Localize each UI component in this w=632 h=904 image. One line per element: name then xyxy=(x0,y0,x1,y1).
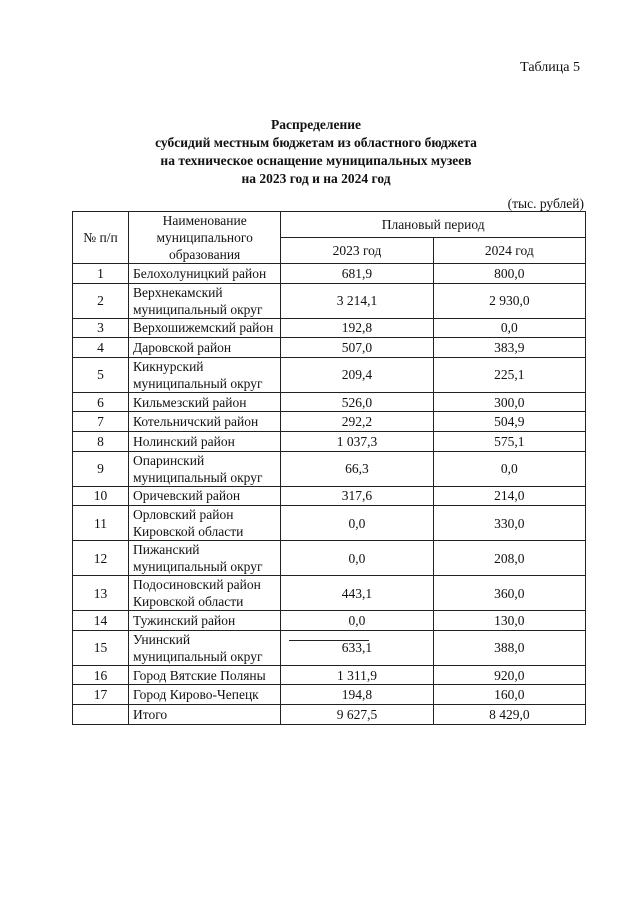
row-num: 7 xyxy=(73,412,129,432)
table-row xyxy=(73,506,586,541)
row-name: Белохолуницкий район xyxy=(129,264,281,284)
table-row xyxy=(73,431,586,451)
units-note: (тыс. рублей) xyxy=(507,196,584,211)
row-name: Подосиновский район Кировской области xyxy=(129,576,281,611)
table-row xyxy=(73,283,586,318)
title-line: на техническое оснащение муниципальных музеев xyxy=(160,153,472,168)
row-value-2023: 292,2 xyxy=(281,412,433,432)
row-value-2023: 192,8 xyxy=(281,318,433,338)
table-row xyxy=(73,630,586,665)
row-name: Опаринский муниципальный округ xyxy=(129,451,281,486)
row-value-2023: 507,0 xyxy=(281,338,433,358)
row-value-2024: 0,0 xyxy=(433,451,585,486)
row-value-2023: 0,0 xyxy=(281,611,433,631)
row-num: 4 xyxy=(73,338,129,358)
row-value-2024: 8 429,0 xyxy=(433,704,585,724)
row-name: Итого xyxy=(129,704,281,724)
row-value-2023: 3 214,1 xyxy=(281,283,433,318)
row-num: 14 xyxy=(73,611,129,631)
header-period: Плановый период xyxy=(281,212,586,238)
total-row xyxy=(73,704,586,724)
row-value-2024: 360,0 xyxy=(433,576,585,611)
row-value-2024: 300,0 xyxy=(433,392,585,412)
header-2024: 2024 год xyxy=(433,238,585,264)
row-num: 16 xyxy=(73,665,129,685)
title-line: субсидий местным бюджетам из областного бюджета xyxy=(155,135,477,150)
row-num: 10 xyxy=(73,486,129,506)
row-num: 15 xyxy=(73,630,129,665)
table-row xyxy=(73,576,586,611)
row-value-2024: 388,0 xyxy=(433,630,585,665)
row-num: 17 xyxy=(73,685,129,705)
row-num: 3 xyxy=(73,318,129,338)
row-value-2024: 330,0 xyxy=(433,506,585,541)
row-num: 6 xyxy=(73,392,129,412)
subsidy-table xyxy=(72,211,586,725)
row-num: 1 xyxy=(73,264,129,284)
row-value-2024: 130,0 xyxy=(433,611,585,631)
title-line: на 2023 год и на 2024 год xyxy=(241,171,391,186)
table-row xyxy=(73,685,586,705)
row-name: Город Кирово-Чепецк xyxy=(129,685,281,705)
row-name: Унинский муниципальный округ xyxy=(129,630,281,665)
header-num: № п/п xyxy=(73,212,129,264)
row-name: Тужинский район xyxy=(129,611,281,631)
row-num: 2 xyxy=(73,283,129,318)
row-value-2024: 0,0 xyxy=(433,318,585,338)
footer-rule xyxy=(289,640,369,641)
row-value-2023: 526,0 xyxy=(281,392,433,412)
row-name: Город Вятские Поляны xyxy=(129,665,281,685)
table-row xyxy=(73,357,586,392)
row-num xyxy=(73,704,129,724)
row-value-2023: 317,6 xyxy=(281,486,433,506)
table-number-label: Таблица 5 xyxy=(520,60,580,75)
row-value-2023: 681,9 xyxy=(281,264,433,284)
row-value-2024: 160,0 xyxy=(433,685,585,705)
row-value-2024: 920,0 xyxy=(433,665,585,685)
row-value-2023: 1 037,3 xyxy=(281,431,433,451)
title-line: Распределение xyxy=(270,117,362,132)
row-value-2024: 575,1 xyxy=(433,431,585,451)
row-value-2024: 208,0 xyxy=(433,541,585,576)
row-value-2024: 225,1 xyxy=(433,357,585,392)
header-2023: 2023 год xyxy=(281,238,433,264)
row-value-2024: 214,0 xyxy=(433,486,585,506)
row-value-2023: 1 311,9 xyxy=(281,665,433,685)
table-row xyxy=(73,451,586,486)
row-name: Орловский район Кировской области xyxy=(129,506,281,541)
row-value-2023: 194,8 xyxy=(281,685,433,705)
table-row xyxy=(73,392,586,412)
table-row xyxy=(73,486,586,506)
row-value-2023: 443,1 xyxy=(281,576,433,611)
table-row xyxy=(73,412,586,432)
document-title xyxy=(0,116,632,188)
header-name: Наименование муниципального образования xyxy=(129,212,281,264)
row-value-2024: 2 930,0 xyxy=(433,283,585,318)
row-num: 12 xyxy=(73,541,129,576)
row-num: 5 xyxy=(73,357,129,392)
table-row xyxy=(73,541,586,576)
table-row xyxy=(73,264,586,284)
row-value-2023: 66,3 xyxy=(281,451,433,486)
table-row xyxy=(73,338,586,358)
row-value-2023: 0,0 xyxy=(281,541,433,576)
table-body xyxy=(73,264,586,725)
row-value-2023: 9 627,5 xyxy=(281,704,433,724)
row-name: Кильмезский район xyxy=(129,392,281,412)
row-name: Оричевский район xyxy=(129,486,281,506)
row-name: Котельничский район xyxy=(129,412,281,432)
row-value-2024: 800,0 xyxy=(433,264,585,284)
row-num: 13 xyxy=(73,576,129,611)
row-name: Пижанский муниципальный округ xyxy=(129,541,281,576)
table-row xyxy=(73,611,586,631)
table-row xyxy=(73,665,586,685)
row-name: Нолинский район xyxy=(129,431,281,451)
row-value-2023: 633,1 xyxy=(281,630,433,665)
row-num: 11 xyxy=(73,506,129,541)
table-row xyxy=(73,318,586,338)
row-value-2024: 383,9 xyxy=(433,338,585,358)
row-value-2023: 209,4 xyxy=(281,357,433,392)
row-name: Верхошижемский район xyxy=(129,318,281,338)
row-name: Даровской район xyxy=(129,338,281,358)
row-value-2024: 504,9 xyxy=(433,412,585,432)
header-row xyxy=(73,212,586,238)
row-num: 8 xyxy=(73,431,129,451)
row-name: Кикнурский муниципальный округ xyxy=(129,357,281,392)
row-value-2023: 0,0 xyxy=(281,506,433,541)
row-name: Верхнекамский муниципальный округ xyxy=(129,283,281,318)
row-num: 9 xyxy=(73,451,129,486)
